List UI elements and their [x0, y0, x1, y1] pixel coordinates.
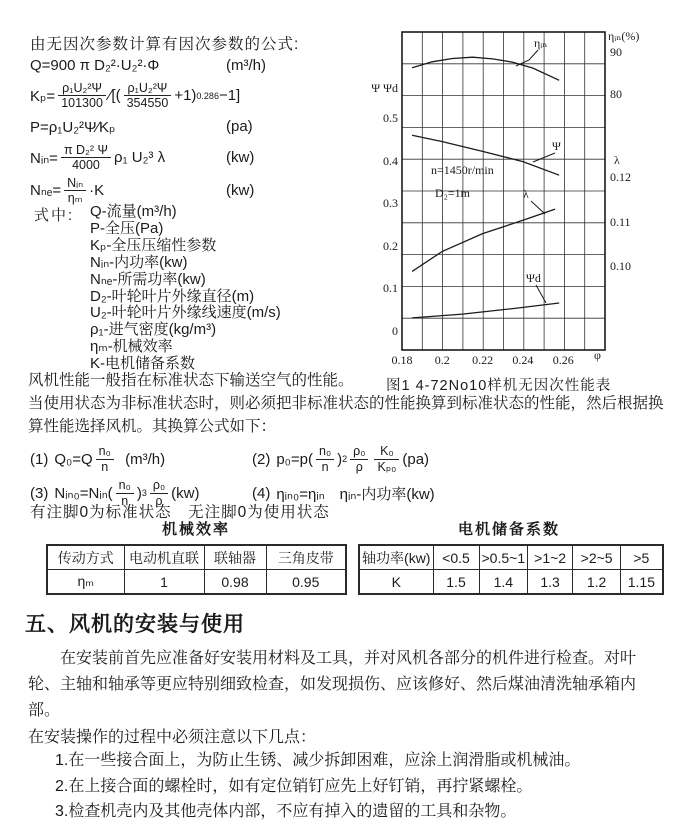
denominator: n: [101, 459, 109, 474]
paragraph-line: 部。: [28, 702, 61, 719]
curve-label-Ψ: Ψ: [552, 139, 561, 153]
fraction: [350, 444, 368, 474]
numerator: n₀: [316, 444, 334, 459]
definition-line: ρ₁-进气密度(kg/m³): [90, 321, 217, 339]
numerator: ρ₁U₂²Ψ: [58, 81, 106, 96]
table-cell: 1.3: [528, 570, 573, 595]
table-cell: 1.2: [573, 570, 621, 595]
table-cell: 0.98: [204, 570, 266, 595]
formula-text: +1): [174, 87, 197, 105]
formula-text: ρ₁ U₂³ λ: [114, 149, 166, 167]
table-header-cell: >5: [621, 545, 663, 570]
fraction: [58, 81, 106, 111]
table-header-cell: <0.5: [433, 545, 479, 570]
table-header-cell: >0.5~1: [479, 545, 528, 570]
formula-row: [30, 114, 390, 140]
numerator: ρ₀: [350, 444, 368, 459]
paragraph-line: 轮、主轴和轴承等更应特别细致检查，如发现损伤、应该修好、然后煤油清洗轴承箱内: [28, 676, 637, 693]
formula-number: (3): [30, 484, 49, 502]
definition-list: [90, 204, 394, 373]
left-tick: 0.5: [383, 111, 398, 125]
paragraph-line: 算性能选择风机。其换算公式如下：: [28, 418, 277, 435]
exponent: 0.286: [196, 90, 219, 101]
paragraph-line: 当使用状态为非标准状态时，则必须把非标准状态的性能换算到标准状态的性能，然后根据换: [28, 395, 664, 412]
numerator: n₀: [116, 478, 134, 493]
formula-row: [30, 81, 390, 111]
eta-tick: 80: [610, 87, 622, 101]
x-tick: 0.26: [552, 353, 574, 367]
list-item: 3.检查机壳内及其他壳体内部，不应有掉入的遗留的工具和杂物。: [55, 803, 517, 820]
table-header-cell: 联轴器: [204, 545, 266, 570]
paragraph-line: 在安装前首先应准备好安装用材料及工具，并对风机各部分的机件进行检查。对叶: [60, 650, 637, 667]
motor-reserve-table: [358, 544, 664, 595]
definition-line: K-电机储备系数: [90, 355, 196, 373]
formula-number: (4): [252, 484, 271, 502]
formula-row: [30, 176, 390, 206]
table-header-cell: 三角皮带: [266, 545, 346, 570]
chart-annotation: n=1450r/min: [431, 163, 494, 177]
table-header-cell: 电动机直联: [124, 545, 204, 570]
table1-title: 机械效率: [161, 521, 230, 538]
formula-unit: (pa): [226, 118, 253, 136]
where-label: 式中:: [34, 207, 75, 224]
definition-line: ηₘ-机械效率: [90, 338, 173, 356]
numerator: Nᵢₙ: [64, 176, 86, 191]
x-tick: 0.22: [472, 353, 494, 367]
notice-list: [55, 748, 695, 825]
curve-label-Ψd: Ψd: [526, 271, 541, 285]
footnote-line: 有注脚0为标准状态 无注脚0为使用状态: [30, 504, 330, 521]
formula-intro: 由无因次参数计算有因次参数的公式:: [30, 36, 300, 53]
definition-line: U₂-叶轮叶片外缘线速度(m/s): [90, 304, 281, 322]
fraction: [64, 176, 86, 206]
formula-unit: (kw): [226, 149, 255, 167]
table-cell: 1.4: [479, 570, 528, 595]
x-tick: 0.24: [512, 353, 534, 367]
exponent: 3: [141, 488, 147, 498]
table-cell: 1.15: [621, 570, 663, 595]
denominator: 101300: [61, 96, 103, 111]
exponent: 2: [342, 454, 348, 464]
curve-label-ηᵢₙ: ηᵢₙ: [534, 36, 548, 50]
denominator: 4000: [72, 158, 100, 173]
conversion-formulas: [30, 444, 435, 508]
numerator: n₀: [96, 444, 114, 459]
lambda-tick: 0.10: [610, 259, 631, 273]
formula-text: Nᵢₙ=: [30, 149, 58, 167]
formula-text: ηᵢₙ₀=ηᵢₙ ηᵢₙ-内功率(kw): [276, 485, 435, 503]
chart-grid: [402, 32, 605, 350]
formula-text: ): [337, 450, 343, 468]
fraction: [374, 444, 399, 474]
table-header-cell: >2~5: [573, 545, 621, 570]
table-row: [47, 570, 346, 595]
leader-lines: [516, 50, 555, 303]
definition-line: Nₙₑ-所需功率(kw): [90, 270, 206, 288]
formula-text: (pa): [402, 450, 430, 468]
table-cell: 1: [124, 570, 204, 595]
formula-text: (kw): [171, 484, 200, 502]
denominator: Kₚ₀: [377, 459, 397, 474]
denominator: ρ: [155, 493, 163, 508]
numerator: ρ₁U₂²Ψ: [124, 81, 172, 96]
formula-text: Kₚ=: [30, 87, 56, 105]
series-ηᵢₙ: [412, 57, 559, 80]
formula-text: −1]: [218, 87, 241, 105]
lambda-tick: 0.11: [610, 214, 631, 229]
formula-text: Q=900 π D₂²·U₂²·Φ: [30, 56, 160, 74]
left-tick: 0: [392, 324, 398, 338]
formula-text: p₀=p(: [276, 450, 314, 468]
formula-unit: (m³/h): [226, 56, 266, 74]
curve-label-λ: λ: [523, 187, 529, 201]
denominator: 354550: [126, 96, 169, 111]
formula-text: (m³/h): [116, 450, 166, 468]
fraction: [124, 81, 172, 111]
performance-paragraph: [28, 369, 700, 438]
formula-text: Q₀=Q: [54, 450, 93, 468]
list-item: 1.在一些接合面上，为防止生锈、减少拆卸困难，应涂上润滑脂或机械油。: [55, 752, 581, 769]
notice-intro: 在安装操作的过程中必须注意以下几点：: [28, 729, 317, 746]
formula-text: Nₙₑ=: [30, 182, 62, 200]
left-tick: 0.2: [383, 238, 398, 253]
fraction: [61, 143, 111, 173]
install-paragraph: [28, 646, 700, 724]
lambda-axis-label: λ: [614, 153, 620, 167]
series-Ψd: [412, 303, 559, 318]
table-header-row: [359, 545, 663, 570]
formula-number: (2): [252, 450, 271, 468]
numerator: K₀: [374, 444, 399, 459]
table-header-cell: 传动方式: [47, 545, 124, 570]
fraction: [96, 444, 114, 474]
table-row: [359, 570, 663, 595]
left-axis-label: Ψ Ψd: [371, 81, 398, 95]
conversion-formula: [252, 444, 435, 474]
definition-line: Nᵢₙ-内功率(kw): [90, 253, 188, 271]
table2-title: 电机储备系数: [457, 521, 560, 538]
eta-axis-label: ηᵢₙ(%): [608, 29, 640, 43]
x-tick: 0.2: [434, 353, 450, 367]
formula-row: [30, 143, 390, 173]
eta-tick: 90: [610, 45, 622, 59]
conversion-formula: [30, 444, 252, 474]
definition-line: D₂-叶轮叶片外缘直径(m): [90, 287, 255, 305]
table-cell: K: [359, 570, 433, 595]
table-cell: 1.5: [433, 570, 479, 595]
table-header-row: [47, 545, 346, 570]
chart-annotation: D₂=1m: [435, 186, 470, 200]
left-tick: 0.3: [383, 196, 398, 211]
mechanical-efficiency-table: [46, 544, 347, 595]
formula-block: [30, 52, 390, 208]
lambda-leader-line: [531, 201, 545, 214]
definition-line: Q-流量(m³/h): [90, 203, 177, 220]
numerator: ρ₀: [150, 478, 168, 493]
table-header-cell: >1~2: [528, 545, 573, 570]
numerator: π D₂² Ψ: [61, 143, 111, 158]
list-item: 2.在上接合面的螺栓时，如有定位销钉应先上好钉销，再拧紧螺栓。: [55, 777, 533, 795]
x-tick: 0.18: [391, 353, 413, 367]
fraction: [316, 444, 334, 474]
x-axis-label: φ: [594, 348, 601, 362]
denominator: n: [321, 459, 329, 474]
paragraph-line: 风机性能一般指在标准状态下输送空气的性能。: [28, 372, 354, 389]
left-tick: 0.4: [383, 153, 398, 168]
formula-unit: (kw): [226, 181, 255, 199]
left-tick: 0.1: [383, 281, 398, 296]
formula-text: ∕[(: [108, 87, 121, 105]
denominator: n: [121, 493, 129, 508]
definition-line: Kₚ-全压压缩性参数: [90, 236, 217, 254]
formula-text: ·K: [89, 181, 105, 199]
chart-canvas: [368, 22, 700, 372]
formula-text: Nᵢₙ₀=Nᵢₙ(: [54, 485, 113, 502]
definitions-block: [34, 204, 394, 373]
section-title: 五、风机的安装与使用: [25, 613, 245, 636]
formula-text: P=ρ₁U₂²Ψ∕Kₚ: [30, 118, 116, 136]
formula-number: (1): [30, 450, 49, 468]
lambda-tick: 0.12: [610, 170, 631, 184]
formula-row: [30, 52, 390, 78]
table-cell: ηₘ: [47, 570, 124, 595]
denominator: ρ: [355, 459, 363, 474]
table-header-cell: 轴功率(kw): [359, 545, 433, 570]
definition-line: P-全压(Pa): [90, 219, 164, 237]
chart-caption: 图1 4-72No10样机无因次性能表: [386, 378, 612, 394]
formula-text: ): [136, 484, 142, 502]
performance-chart: [368, 22, 700, 402]
table-cell: 0.95: [266, 570, 346, 595]
denominator: ηₘ: [67, 190, 83, 205]
